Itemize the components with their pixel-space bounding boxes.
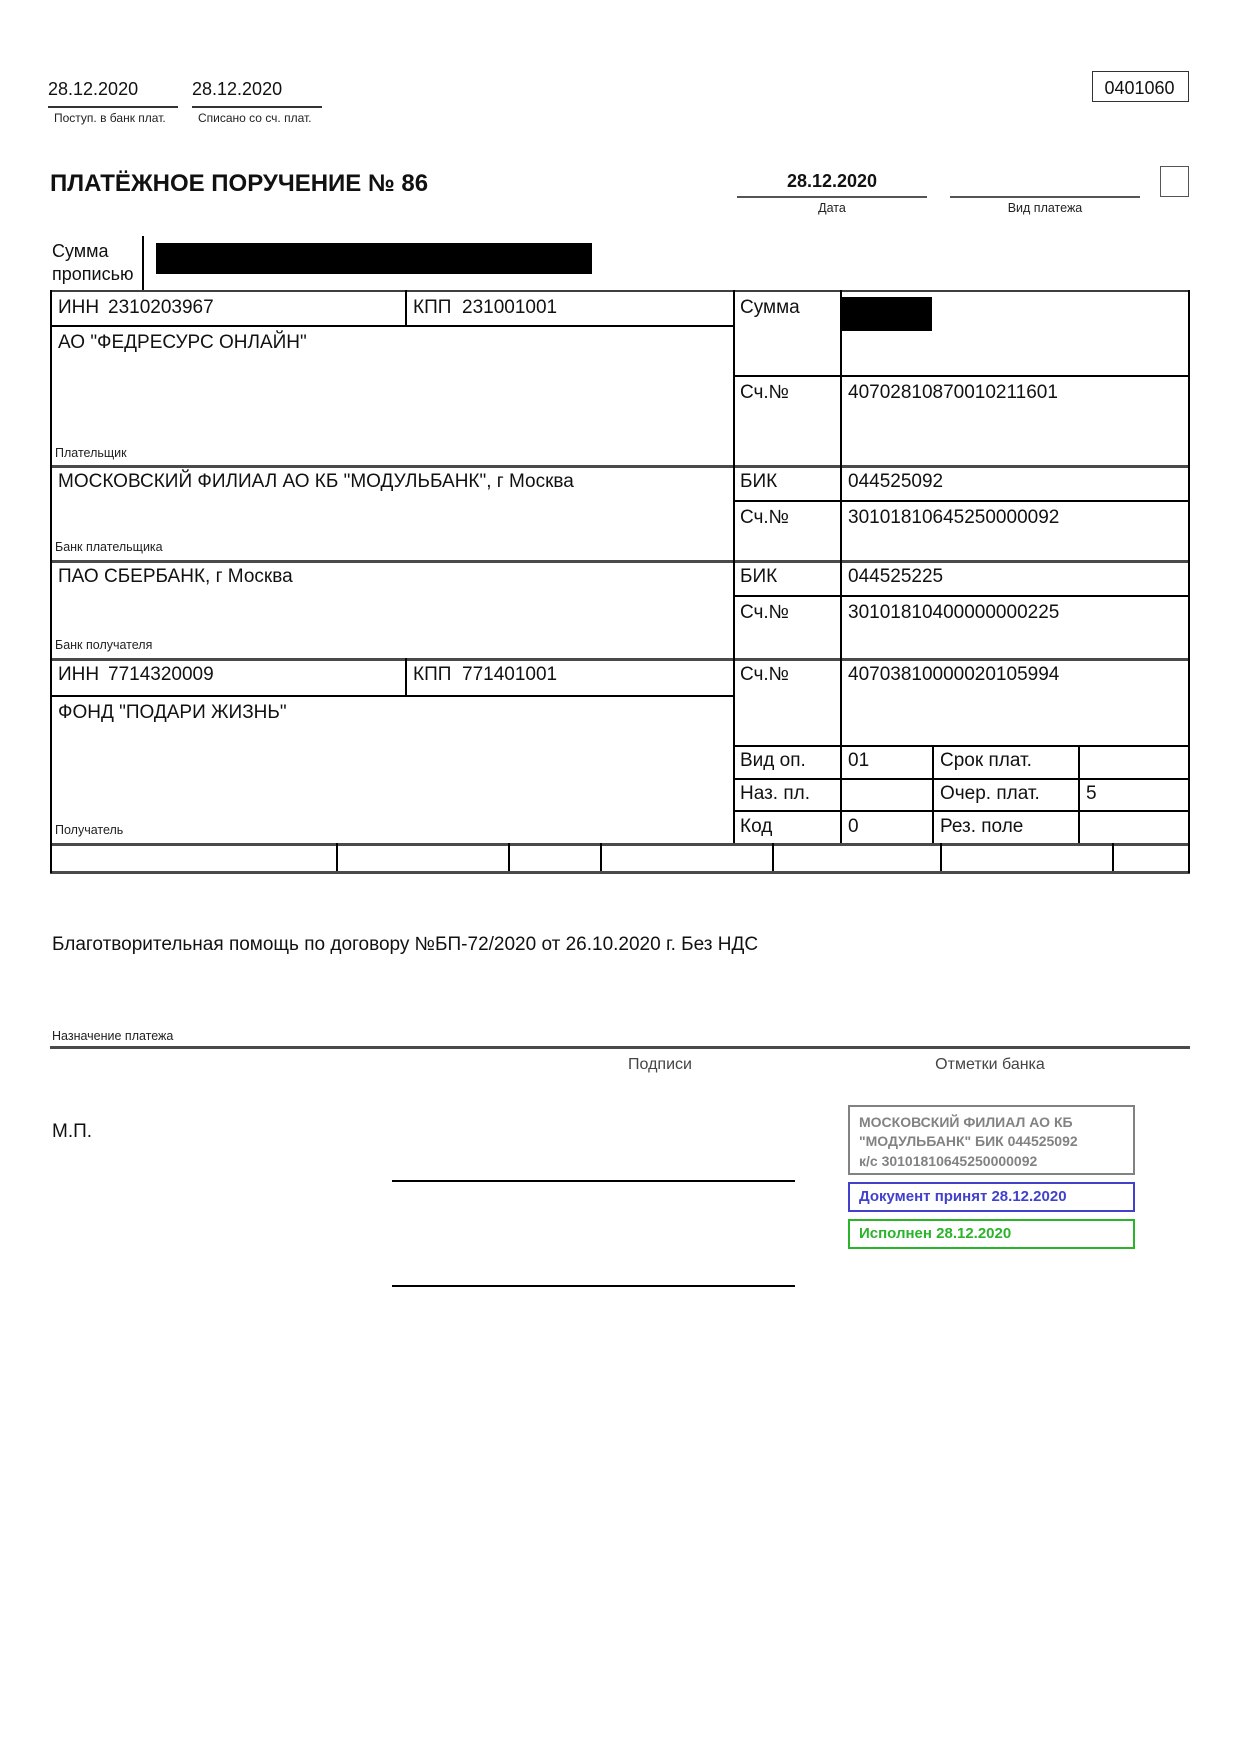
payment-priority-label: Очер. плат. [940, 783, 1040, 804]
payer-kpp-value: 231001001 [462, 297, 558, 318]
payer-inn-label: ИНН [58, 297, 100, 318]
payer-bank-account-value: 30101810645250000092 [848, 507, 1060, 528]
payee-account-value: 40703810000020105994 [848, 664, 1060, 685]
payee-kpp-value: 771401001 [462, 664, 558, 685]
payment-purpose-code-label: Наз. пл. [740, 783, 810, 804]
grid-line [1078, 745, 1080, 843]
bank-stamp-line3: к/с 30101810645250000092 [859, 1152, 1038, 1169]
grid-line [50, 843, 1190, 846]
payer-bank-name: МОСКОВСКИЙ ФИЛИАЛ АО КБ "МОДУЛЬБАНК", г Москва [58, 471, 574, 492]
payee-bank-name: ПАО СБЕРБАНК, г Москва [58, 566, 293, 587]
grid-line [50, 465, 1190, 468]
grid-line [840, 290, 842, 843]
grid-line [733, 500, 1190, 502]
reserve-field-label: Рез. поле [940, 816, 1024, 837]
payee-section-label: Получатель [55, 823, 124, 837]
payee-name: ФОНД "ПОДАРИ ЖИЗНЬ" [58, 702, 287, 723]
grid-line [336, 843, 338, 871]
grid-line [733, 745, 1190, 747]
debited-from-account-label: Списано со сч. плат. [198, 111, 312, 125]
payee-bank-section-label: Банк получателя [55, 638, 153, 652]
grid-line [940, 843, 942, 871]
form-code: 0401060 [1104, 78, 1175, 98]
payer-section-label: Плательщик [55, 446, 127, 460]
grid-line [733, 778, 1190, 780]
payee-account-label: Сч.№ [740, 664, 790, 685]
payment-term-label: Срок плат. [940, 750, 1032, 771]
divider [192, 106, 322, 108]
signatures-label: Подписи [628, 1056, 692, 1073]
grid-line [508, 843, 510, 871]
grid-line [50, 325, 735, 327]
payer-name: АО "ФЕДРЕСУРС ОНЛАЙН" [58, 332, 307, 353]
signature-line [392, 1285, 795, 1287]
code-label: Код [740, 816, 773, 837]
grid-line [932, 745, 934, 843]
operation-type-label: Вид оп. [740, 750, 806, 771]
divider [950, 196, 1140, 198]
payment-purpose-label: Назначение платежа [52, 1029, 174, 1043]
signature-line [392, 1180, 795, 1182]
grid-line [733, 375, 1190, 377]
grid-line [50, 290, 1190, 292]
bank-stamp-line1: МОСКОВСКИЙ ФИЛИАЛ АО КБ [859, 1114, 1073, 1130]
amount-in-words-label: Сумма прописью [52, 241, 134, 285]
grid-line [142, 236, 144, 290]
payment-purpose-text: Благотворительная помощь по договору №БП-72/2020 от 26.10.2020 г. Без НДС [52, 934, 759, 955]
divider [737, 196, 927, 198]
payee-bank-bik-value: 044525225 [848, 566, 944, 587]
payment-type-label: Вид платежа [1007, 201, 1083, 215]
document-date: 28.12.2020 [786, 171, 878, 191]
grid-line [50, 560, 1190, 563]
grid-line [405, 658, 407, 695]
payee-kpp-label: КПП [413, 664, 452, 685]
document-title: ПЛАТЁЖНОЕ ПОРУЧЕНИЕ № 86 [50, 170, 429, 197]
grid-line [1188, 290, 1190, 873]
payer-bank-bik-value: 044525092 [848, 471, 944, 492]
grid-line [50, 658, 1190, 661]
grid-line [733, 810, 1190, 812]
grid-line [600, 843, 602, 871]
payer-kpp-label: КПП [413, 297, 452, 318]
code-value: 0 [848, 816, 859, 837]
payer-bank-section-label: Банк плательщика [55, 540, 163, 554]
received-in-bank-label: Поступ. в банк плат. [54, 111, 166, 125]
grid-line [50, 695, 735, 697]
payment-priority-value: 5 [1086, 783, 1097, 804]
payee-inn-value: 7714320009 [108, 664, 214, 685]
bank-stamp-box [848, 1105, 1135, 1175]
grid-line [50, 871, 1190, 874]
form-code-box [1092, 71, 1189, 102]
payment-type-checkbox [1160, 166, 1189, 197]
date-label: Дата [818, 201, 846, 215]
grid-line [50, 1046, 1190, 1049]
grid-line [772, 843, 774, 871]
payer-bank-account-label: Сч.№ [740, 507, 790, 528]
payee-bank-account-value: 30101810400000000225 [848, 602, 1060, 623]
grid-line [405, 290, 407, 325]
payer-inn-value: 2310203967 [108, 297, 214, 318]
payee-bank-account-label: Сч.№ [740, 602, 790, 623]
document-accepted-stamp: Документ принят 28.12.2020 [848, 1182, 1135, 1212]
stamp-place-label: М.П. [52, 1121, 93, 1142]
payer-account-label: Сч.№ [740, 382, 790, 403]
redacted-amount-words-bar [156, 243, 592, 274]
grid-line [50, 290, 52, 873]
payee-bank-bik-label: БИК [740, 566, 778, 587]
payer-bank-bik-label: БИК [740, 471, 778, 492]
payee-inn-label: ИНН [58, 664, 100, 685]
grid-line [1112, 843, 1114, 871]
grid-line [733, 290, 735, 843]
bank-stamp-line2: "МОДУЛЬБАНК" БИК 044525092 [859, 1133, 1078, 1150]
sum-label: Сумма [740, 297, 800, 318]
payer-account-value: 40702810870010211601 [848, 382, 1058, 403]
divider [48, 106, 178, 108]
document-executed-stamp: Исполнен 28.12.2020 [848, 1219, 1135, 1249]
debited-from-account-date: 28.12.2020 [192, 79, 283, 99]
redacted-sum-bar [842, 297, 932, 331]
grid-line [733, 595, 1190, 597]
operation-type-value: 01 [848, 750, 870, 771]
bank-marks-label: Отметки банка [935, 1056, 1045, 1073]
received-in-bank-date: 28.12.2020 [48, 79, 139, 99]
